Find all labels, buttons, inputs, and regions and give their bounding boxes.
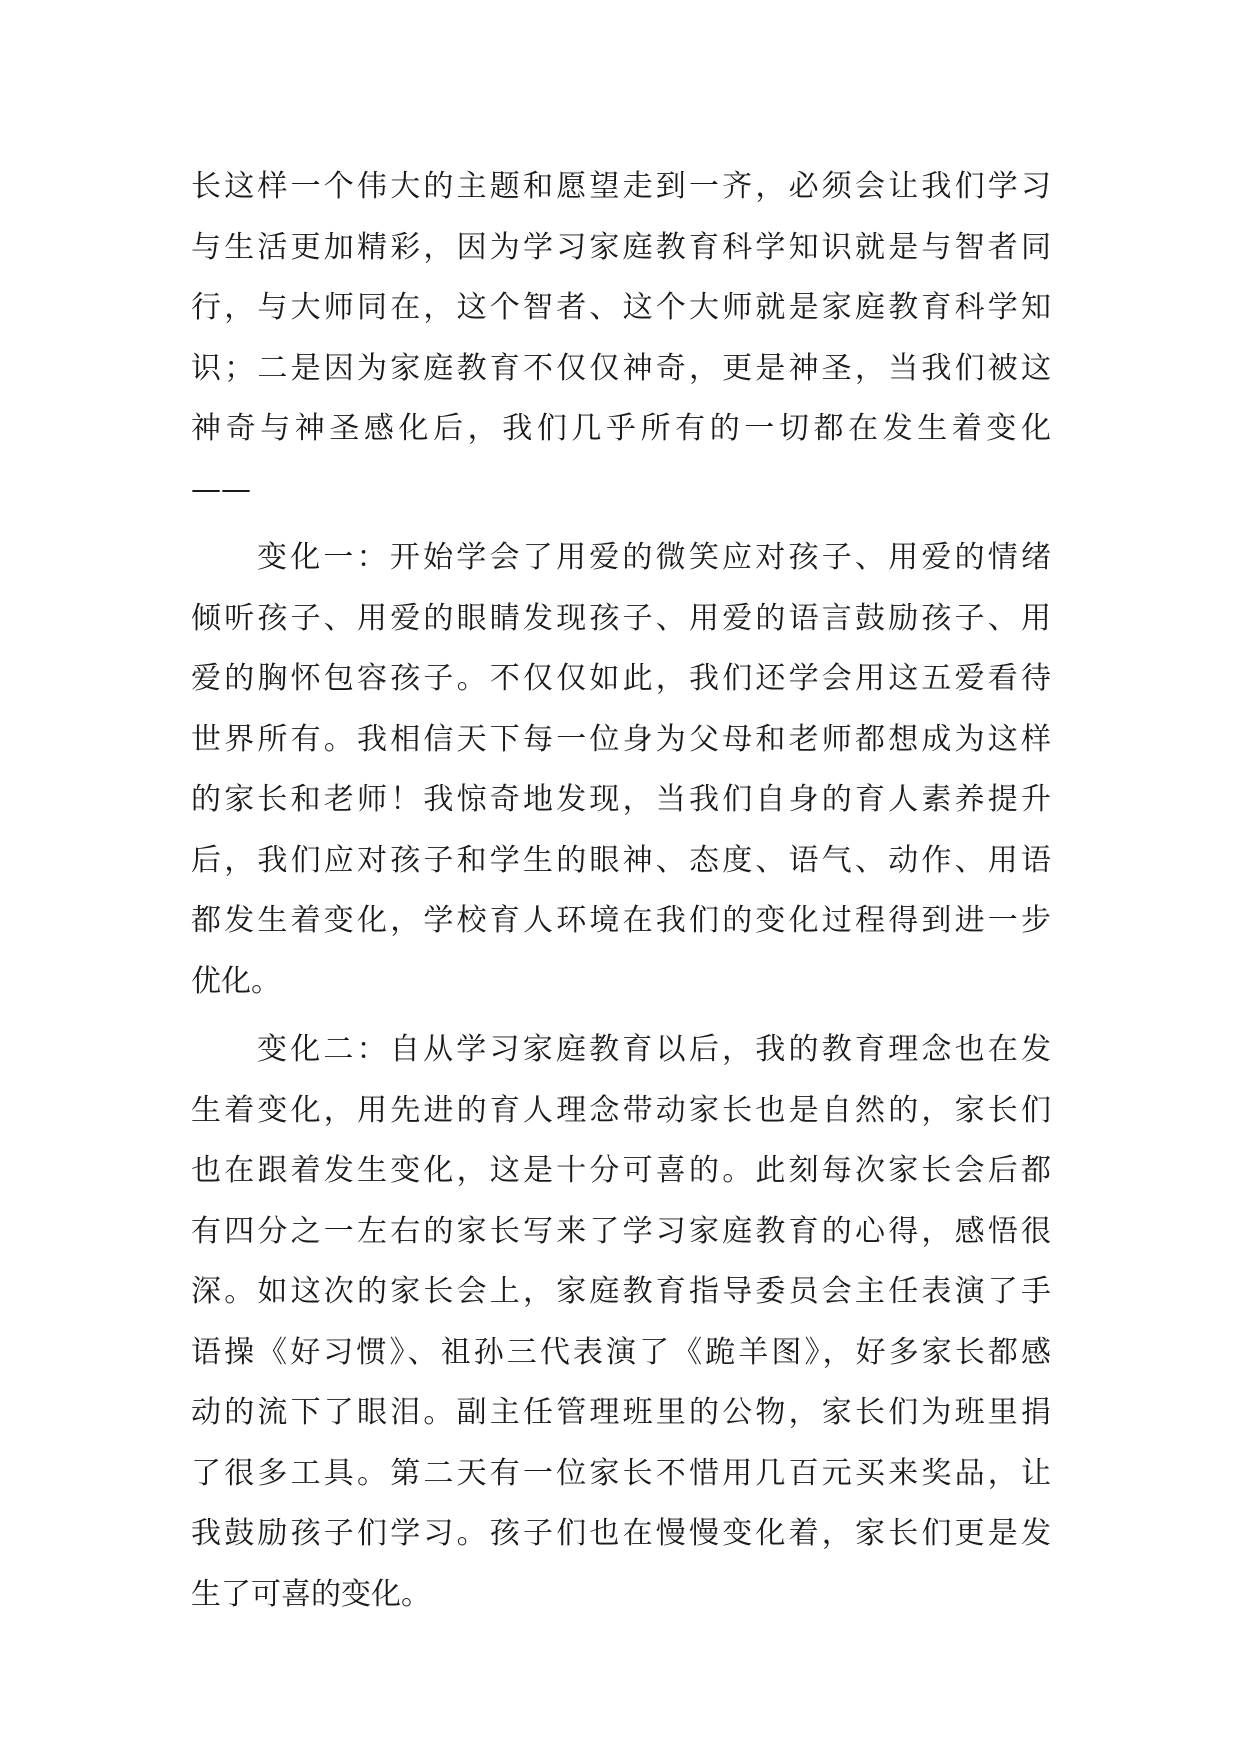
text-line: 爱的胸怀包容孩子。不仅仅如此，我们还学会用这五爱看待 [191, 661, 1051, 696]
text-line: 长这样一个伟大的主题和愿望走到一齐，必须会让我们学习 [191, 169, 1051, 204]
text-line: 变化二：自从学习家庭教育以后，我的教育理念也在发 [257, 1032, 1051, 1067]
text-line: 与生活更加精彩，因为学习家庭教育科学知识就是与智者同 [191, 229, 1051, 265]
text-line: 生了可喜的变化。 [191, 1576, 431, 1612]
document-body [191, 157, 1051, 1625]
text-line: 都发生着变化，学校育人环境在我们的变化过程得到进一步 [191, 903, 1051, 938]
paragraph [191, 528, 1051, 1012]
text-line: 倾听孩子、用爱的眼睛发现孩子、用爱的语言鼓励孩子、用 [191, 600, 1051, 636]
text-line: 行，与大师同在，这个智者、这个大师就是家庭教育科学知 [191, 290, 1051, 325]
text-line: 语操《好习惯》、祖孙三代表演了《跪羊图》，好多家长都感 [191, 1334, 1051, 1370]
text-line: 有四分之一左右的家长写来了学习家庭教育的心得，感悟很 [191, 1213, 1051, 1249]
text-line: 世界所有。我相信天下每一位身为父母和老师都想成为这样 [191, 721, 1051, 757]
text-line: 优化。 [191, 963, 281, 999]
text-line: 动的流下了眼泪。副主任管理班里的公物，家长们为班里捐 [191, 1395, 1051, 1430]
text-line: 也在跟着发生变化，这是十分可喜的。此刻每次家长会后都 [191, 1153, 1051, 1188]
paragraph [191, 157, 1051, 520]
text-line: 的家长和老师！我惊奇地发现，当我们自身的育人素养提升 [191, 782, 1051, 817]
text-line: 识；二是因为家庭教育不仅仅神奇，更是神圣，当我们被这 [191, 350, 1051, 386]
text-line: 我鼓励孩子们学习。孩子们也在慢慢变化着，家长们更是发 [191, 1516, 1051, 1551]
text-line: 神奇与神圣感化后，我们几乎所有的一切都在发生着变化 [191, 411, 1051, 446]
text-line: 生着变化，用先进的育人理念带动家长也是自然的，家长们 [191, 1092, 1051, 1128]
text-line: 深。如这次的家长会上，家庭教育指导委员会主任表演了手 [191, 1274, 1051, 1309]
text-line: 变化一：开始学会了用爱的微笑应对孩子、用爱的情绪 [257, 540, 1051, 575]
text-line: 后，我们应对孩子和学生的眼神、态度、语气、动作、用语 [191, 842, 1051, 878]
text-line: —— [191, 471, 251, 507]
text-line: 了很多工具。第二天有一位家长不惜用几百元买来奖品，让 [191, 1455, 1051, 1491]
paragraph [191, 1020, 1051, 1625]
